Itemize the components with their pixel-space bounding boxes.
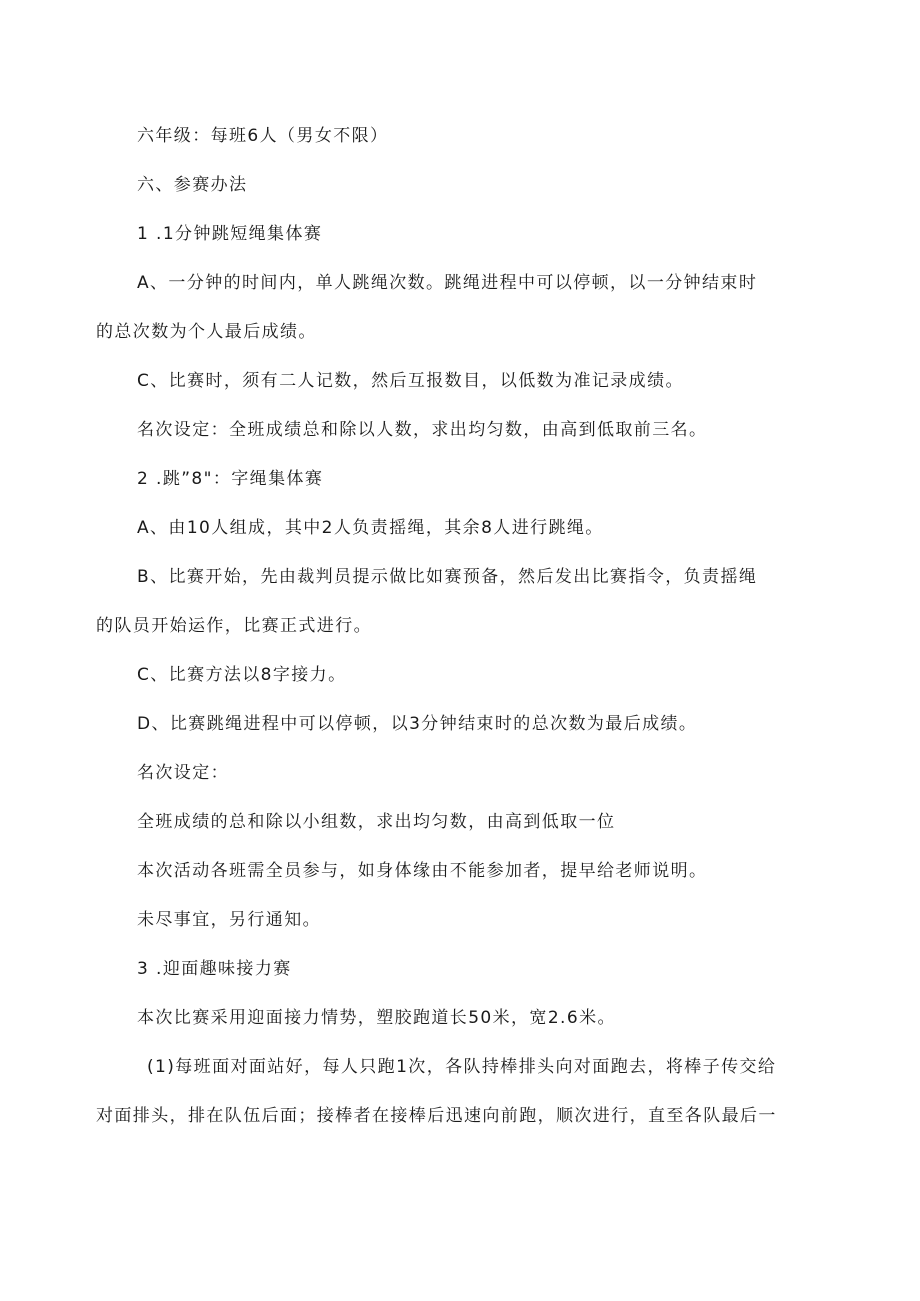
text-line-rule-a-cont: 的总次数为个人最后成绩。 bbox=[96, 322, 317, 342]
text-line-ranking: 名次设定：全班成绩总和除以人数，求出均匀数，由高到低取前三名。 bbox=[137, 420, 708, 440]
text-line-rule-b-2-cont: 的队员开始运作，比赛正式进行。 bbox=[96, 616, 372, 636]
text-line-further-notice: 未尽事宜，另行通知。 bbox=[137, 910, 321, 930]
text-line-rule-a: A、一分钟的时间内，单人跳绳次数。跳绳进程中可以停顿，以一分钟结束时 bbox=[137, 273, 758, 293]
text-line-rule-d-2: D、比赛跳绳进程中可以停顿，以3分钟结束时的总次数为最后成绩。 bbox=[137, 714, 698, 734]
subheading-figure-eight: 2 .跳”8"：字绳集体赛 bbox=[137, 469, 324, 489]
text-line-ranking-label: 名次设定： bbox=[137, 763, 229, 783]
text-line-rule-c-2: C、比赛方法以8字接力。 bbox=[137, 665, 347, 685]
text-line-participation-note: 本次活动各班需全员参与，如身体缘由不能参加者，提早给老师说明。 bbox=[137, 861, 708, 881]
text-line-grade-six: 六年级：每班6人（男女不限） bbox=[137, 126, 389, 146]
subheading-short-rope: 1 .1分钟跳短绳集体赛 bbox=[137, 224, 323, 244]
subheading-relay: 3 .迎面趣味接力赛 bbox=[137, 959, 292, 979]
text-line-relay-rule-1-cont: 对面排头，排在队伍后面；接棒者在接棒后迅速向前跑，顺次进行，直至各队最后一 bbox=[96, 1106, 777, 1126]
text-line-relay-intro: 本次比赛采用迎面接力情势，塑胶跑道长50米，宽2.6米。 bbox=[137, 1008, 616, 1028]
section-heading-participation-method: 六、参赛办法 bbox=[137, 175, 248, 195]
text-line-rule-a-2: A、由10人组成，其中2人负责摇绳，其余8人进行跳绳。 bbox=[137, 518, 604, 538]
text-line-rule-b-2: B、比赛开始，先由裁判员提示做比如赛预备，然后发出比赛指令，负责摇绳 bbox=[137, 567, 758, 587]
text-line-relay-rule-1: (1)每班面对面站好，每人只跑1次，各队持棒排头向对面跑去，将棒子传交给 bbox=[147, 1057, 777, 1077]
text-line-rule-c: C、比赛时，须有二人记数，然后互报数目，以低数为准记录成绩。 bbox=[137, 371, 684, 391]
text-line-ranking-2: 全班成绩的总和除以小组数，求出均匀数，由高到低取一位 bbox=[137, 812, 616, 832]
